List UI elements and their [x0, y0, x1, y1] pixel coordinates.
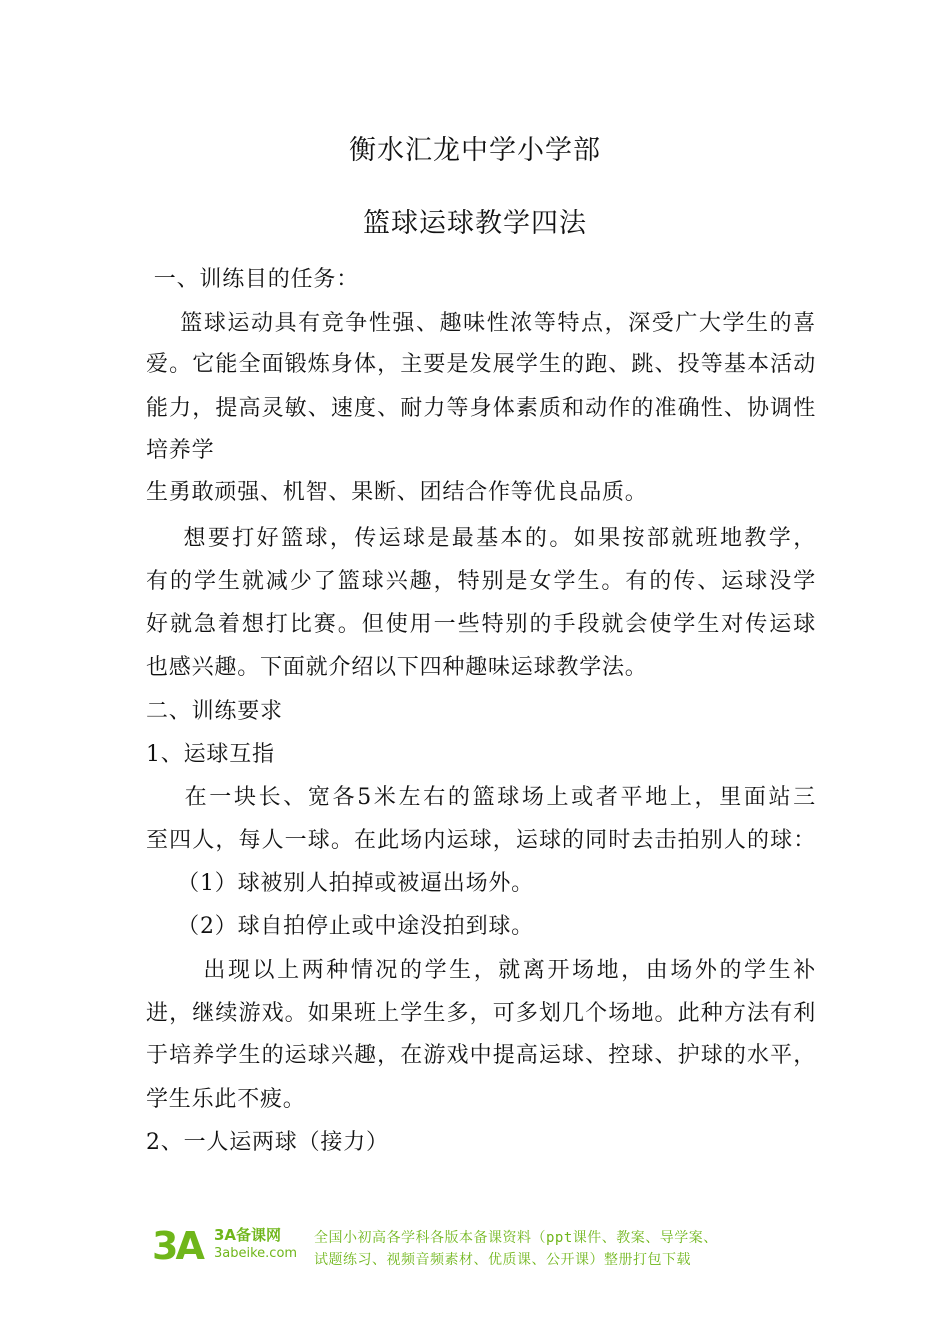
paragraph-line: 好就急着想打比赛。但使用一些特别的手段就会使学生对传运球	[146, 612, 816, 637]
paragraph-line: 也感兴趣。下面就介绍以下四种趣味运球教学法。	[146, 655, 648, 680]
paragraph-line: 学生乐此不疲。	[146, 1087, 306, 1112]
paragraph-line: 篮球运动具有竞争性强、趣味性浓等特点，深受广大学生的喜	[146, 311, 816, 336]
paragraph-line: 至四人，每人一球。在此场内运球，运球的同时去击拍别人的球：	[146, 828, 816, 853]
footer-promo-line-1: 全国小初高各学科各版本备课资料（ppt课件、教案、导学案、	[314, 1230, 718, 1246]
list-item: （1）球被别人拍掉或被逼出场外。	[146, 871, 534, 896]
paragraph-line: 出现以上两种情况的学生，就离开场地，由场外的学生补	[146, 958, 816, 983]
site-logo[interactable]	[152, 1222, 298, 1270]
list-item: （2）球自拍停止或中途没拍到球。	[146, 914, 534, 939]
section-heading-1: 一、训练目的任务：	[146, 267, 359, 292]
subsection-heading-1: 1、运球互指	[146, 742, 275, 767]
logo-name: 3A备课网	[214, 1226, 282, 1244]
paragraph-line: 能力，提高灵敏、速度、耐力等身体素质和动作的准确性、协调性	[146, 396, 816, 421]
logo-mark: 3A	[152, 1224, 202, 1268]
paragraph-line: 进，继续游戏。如果班上学生多，可多划几个场地。此种方法有利	[146, 1001, 816, 1026]
paragraph-line: 生勇敢顽强、机智、果断、团结合作等优良品质。	[146, 480, 648, 505]
footer-promo-line-2: 试题练习、视频音频素材、优质课、公开课）整册打包下载	[314, 1252, 691, 1268]
school-title: 衡水汇龙中学小学部	[349, 135, 601, 166]
subsection-heading-2: 2、一人运两球（接力）	[146, 1130, 389, 1155]
page-title: 篮球运球教学四法	[363, 208, 587, 239]
paragraph-line: 有的学生就减少了篮球兴趣，特别是女学生。有的传、运球没学	[146, 569, 816, 594]
paragraph-line: 培养学	[146, 438, 215, 463]
section-heading-2: 二、训练要求	[146, 699, 283, 724]
paragraph-line: 在一块长、宽各5米左右的篮球场上或者平地上，里面站三	[146, 785, 816, 810]
logo-domain: 3abeike.com	[214, 1246, 298, 1261]
paragraph-line: 想要打好篮球，传运球是最基本的。如果按部就班地教学，	[146, 526, 816, 551]
paragraph-line: 爱。它能全面锻炼身体，主要是发展学生的跑、跳、投等基本活动	[146, 352, 816, 377]
paragraph-line: 于培养学生的运球兴趣，在游戏中提高运球、控球、护球的水平，	[146, 1043, 816, 1068]
